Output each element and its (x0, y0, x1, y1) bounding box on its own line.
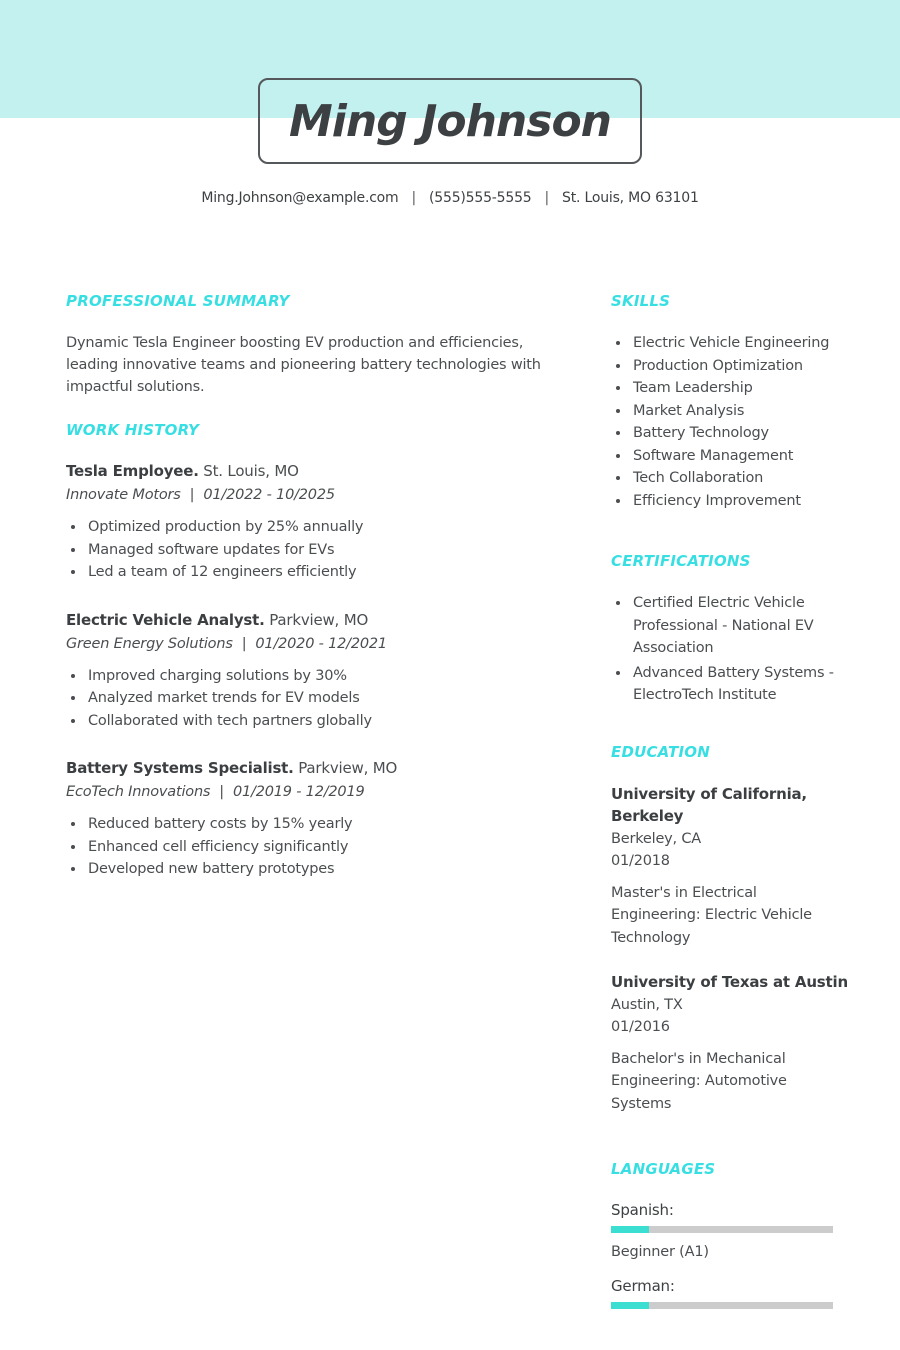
languages-heading: LANGUAGES (611, 1160, 716, 1178)
language-name: Spanish: (611, 1201, 674, 1219)
skill-item: • Efficiency Improvement (631, 490, 849, 513)
bullet-item: • Collaborated with tech partners globally (86, 710, 566, 733)
language-progress-fill (611, 1226, 649, 1233)
job-entry (66, 610, 566, 733)
person-name: Ming Johnson (289, 95, 611, 147)
education-section (611, 743, 849, 1116)
skill-item: • Electric Vehicle Engineering (631, 332, 849, 355)
skills-heading: SKILLS (611, 292, 671, 310)
bullet-item: • Reduced battery costs by 15% yearly (86, 813, 566, 836)
certification-item: • Certified Electric Vehicle Professional - National EV Association (631, 592, 849, 660)
certification-item: • Advanced Battery Systems - ElectroTech Institute (631, 662, 849, 707)
school-name: University of California, Berkeley (611, 784, 807, 825)
certifications-heading: CERTIFICATIONS (611, 552, 751, 570)
job-title: Electric Vehicle Analyst. (66, 610, 265, 629)
contact-phone: (555)555-5555 (429, 190, 532, 206)
job-location: Parkview, MO (298, 759, 398, 777)
job-title-line (66, 610, 566, 630)
job-separator: | (241, 635, 247, 652)
skill-item: • Team Leadership (631, 377, 849, 400)
right-column (611, 292, 849, 1323)
skills-section (611, 292, 849, 512)
language-level: Beginner (A1) (611, 1244, 709, 1260)
job-company: Innovate Motors (66, 487, 181, 503)
language-entry (611, 1200, 849, 1262)
job-entry (66, 461, 566, 584)
job-separator: | (219, 784, 224, 800)
job-company-line (66, 485, 566, 505)
summary-section (66, 292, 566, 398)
job-title: Battery Systems Specialist. (66, 759, 294, 777)
skill-item: • Battery Technology (631, 422, 849, 445)
education-entry (611, 971, 849, 1115)
bullet-item: • Developed new battery prototypes (86, 858, 566, 881)
school-degree: Master's in Electrical Engineering: Electric Vehicle Technology (611, 884, 812, 946)
job-separator: | (189, 487, 195, 503)
language-entry (611, 1276, 849, 1309)
contact-location: St. Louis, MO 63101 (562, 190, 699, 206)
school-degree: Bachelor's in Mechanical Engineering: Automotive Systems (611, 1050, 787, 1112)
job-location: St. Louis, MO (203, 462, 299, 480)
contact-email: Ming.Johnson@example.com (201, 190, 399, 206)
skill-item: • Tech Collaboration (631, 467, 849, 490)
education-entry (611, 783, 849, 950)
skill-item: • Market Analysis (631, 400, 849, 423)
job-company: Green Energy Solutions (66, 635, 233, 652)
work-history-section (66, 421, 566, 881)
language-progress-bar (611, 1302, 833, 1309)
job-title-line (66, 461, 566, 481)
job-company: EcoTech Innovations (66, 784, 211, 800)
bullet-item: • Optimized production by 25% annually (86, 516, 566, 539)
skill-item: • Production Optimization (631, 355, 849, 378)
work-history-heading: WORK HISTORY (66, 421, 200, 439)
job-dates: 01/2019 - 12/2019 (232, 784, 365, 800)
job-entry (66, 758, 566, 881)
job-bullet-list (66, 665, 566, 733)
left-column (66, 292, 566, 907)
contact-separator: | (411, 190, 417, 206)
school-city: Austin, TX (611, 996, 683, 1013)
school-date: 01/2018 (611, 853, 670, 869)
certifications-section (611, 552, 849, 707)
bullet-item: • Managed software updates for EVs (86, 539, 566, 562)
bullet-item: • Analyzed market trends for EV models (86, 687, 566, 710)
job-bullet-list (66, 813, 566, 881)
job-dates: 01/2022 - 10/2025 (203, 487, 335, 503)
job-location: Parkview, MO (269, 610, 369, 629)
education-heading: EDUCATION (611, 742, 710, 761)
bullet-item: • Led a team of 12 engineers efficiently (86, 561, 566, 584)
skills-list (611, 332, 849, 512)
school-name: University of Texas at Austin (611, 973, 848, 991)
job-dates: 01/2020 - 12/2021 (255, 635, 387, 652)
job-title-line (66, 758, 566, 778)
skill-item: • Software Management (631, 445, 849, 468)
name-box (258, 78, 642, 164)
languages-section (611, 1160, 849, 1309)
summary-heading: PROFESSIONAL SUMMARY (66, 292, 290, 310)
bullet-item: • Improved charging solutions by 30% (86, 665, 566, 688)
language-name: German: (611, 1277, 675, 1295)
school-city: Berkeley, CA (611, 830, 702, 847)
bullet-item: • Enhanced cell efficiency significantly (86, 836, 566, 859)
certifications-list (611, 592, 849, 707)
job-bullet-list (66, 516, 566, 584)
job-company-line (66, 634, 566, 654)
contact-line (0, 190, 900, 206)
job-title: Tesla Employee. (66, 462, 199, 480)
job-company-line (66, 782, 566, 802)
language-progress-bar (611, 1226, 833, 1233)
summary-text: Dynamic Tesla Engineer boosting EV production and efficiencies, leading innovative teams and pioneering battery technologies with impactful solutions. (66, 335, 541, 395)
school-date: 01/2016 (611, 1019, 670, 1035)
contact-separator: | (544, 190, 550, 206)
language-progress-fill (611, 1302, 649, 1309)
